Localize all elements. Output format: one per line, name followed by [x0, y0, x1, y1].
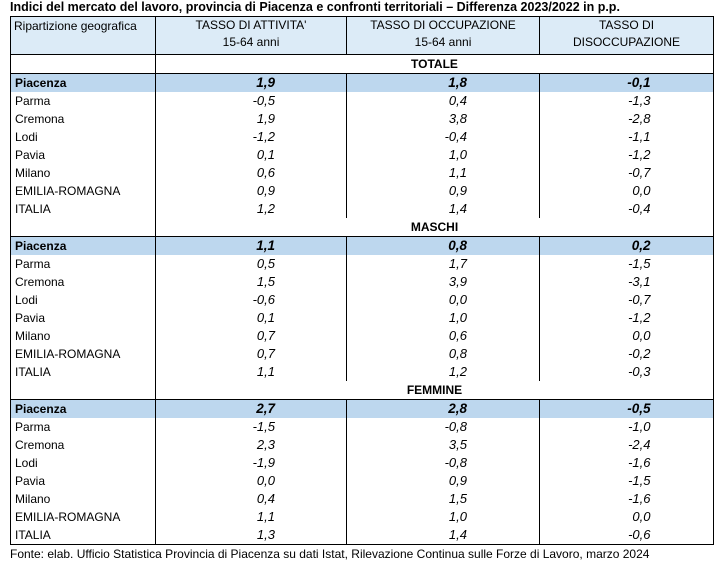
value-cell-occupazione	[347, 255, 540, 273]
value-attivita: 2,3	[256, 437, 275, 452]
value-cell-disoccupazione	[540, 526, 714, 545]
header-occupazione-line2: 15-64 anni	[414, 35, 472, 49]
value-disoccupazione: -0,3	[628, 364, 651, 379]
section-spacer-cell	[11, 55, 156, 74]
value-cell-disoccupazione	[540, 436, 714, 454]
header-attivita-line1: TASSO DI ATTIVITA'	[195, 18, 307, 32]
value-disoccupazione: -3,1	[628, 274, 651, 289]
value-disoccupazione: 0,2	[631, 238, 651, 253]
value-cell-occupazione	[347, 92, 540, 110]
table-row	[11, 291, 714, 309]
table-row	[11, 146, 714, 164]
table-row	[11, 363, 714, 381]
value-disoccupazione: -1,5	[628, 473, 651, 488]
value-cell-occupazione	[347, 508, 540, 526]
value-cell-disoccupazione	[540, 146, 714, 164]
area-name: ITALIA	[11, 200, 156, 218]
value-occupazione: 3,8	[448, 111, 467, 126]
section-header-row	[11, 218, 714, 237]
section-spacer-cell	[11, 381, 156, 400]
value-disoccupazione: -0,7	[628, 292, 651, 307]
value-cell-attivita	[156, 400, 347, 419]
value-occupazione: 0,8	[448, 346, 467, 361]
value-cell-occupazione	[347, 400, 540, 419]
area-name: Milano	[11, 490, 156, 508]
header-occupazione	[347, 17, 540, 55]
value-cell-attivita	[156, 327, 347, 345]
value-cell-attivita	[156, 490, 347, 508]
value-cell-occupazione	[347, 200, 540, 218]
value-cell-disoccupazione	[540, 327, 714, 345]
table-row	[11, 508, 714, 526]
value-cell-disoccupazione	[540, 74, 714, 93]
value-cell-occupazione	[347, 490, 540, 508]
source-note: Fonte: elab. Ufficio Statistica Provincia di Piacenza su dati Istat, Rilevazione Continua sulle Forze di Lavoro, marzo 2024	[10, 547, 650, 561]
area-name: Pavia	[11, 309, 156, 327]
value-disoccupazione: -0,1	[627, 75, 651, 90]
value-attivita: 1,5	[256, 274, 275, 289]
value-disoccupazione: -1,6	[628, 491, 651, 506]
value-cell-disoccupazione	[540, 237, 714, 256]
value-occupazione: -0,8	[444, 455, 467, 470]
value-cell-attivita	[156, 309, 347, 327]
header-disoccupazione-line2: DISOCCUPAZIONE	[572, 35, 681, 49]
area-name: EMILIA-ROMAGNA	[11, 508, 156, 526]
value-cell-occupazione	[347, 363, 540, 381]
value-disoccupazione: -2,8	[628, 111, 651, 126]
value-cell-attivita	[156, 436, 347, 454]
value-cell-occupazione	[347, 146, 540, 164]
value-occupazione: 1,2	[448, 364, 467, 379]
area-name: Milano	[11, 164, 156, 182]
area-name: Cremona	[11, 436, 156, 454]
value-attivita: 1,3	[256, 527, 275, 542]
value-disoccupazione: -1,6	[628, 455, 651, 470]
section-spacer-cell	[11, 218, 156, 237]
value-cell-attivita	[156, 200, 347, 218]
highlight-row	[11, 237, 714, 256]
value-disoccupazione: -0,2	[628, 346, 651, 361]
value-cell-disoccupazione	[540, 164, 714, 182]
value-cell-occupazione	[347, 454, 540, 472]
table-row	[11, 490, 714, 508]
value-disoccupazione: -1,2	[628, 310, 651, 325]
value-occupazione: 1,8	[448, 75, 467, 90]
area-name: Piacenza	[11, 400, 156, 419]
table-row	[11, 418, 714, 436]
value-cell-disoccupazione	[540, 309, 714, 327]
table-row	[11, 345, 714, 363]
value-occupazione: 1,0	[448, 147, 467, 162]
area-name: Lodi	[11, 128, 156, 146]
area-name: Lodi	[11, 291, 156, 309]
value-disoccupazione: 0,0	[632, 328, 651, 343]
value-attivita: 1,1	[256, 364, 275, 379]
value-occupazione: 1,0	[448, 509, 467, 524]
value-attivita: -0,5	[252, 93, 275, 108]
value-cell-attivita	[156, 74, 347, 93]
value-attivita: 0,7	[256, 328, 275, 343]
area-name: Piacenza	[11, 74, 156, 93]
header-attivita-line2: 15-64 anni	[222, 35, 280, 49]
value-occupazione: 0,9	[448, 473, 467, 488]
value-cell-occupazione	[347, 526, 540, 545]
value-cell-disoccupazione	[540, 454, 714, 472]
area-name: Parma	[11, 418, 156, 436]
value-occupazione: 0,6	[448, 328, 467, 343]
labour-market-table	[10, 16, 714, 545]
area-name: Pavia	[11, 146, 156, 164]
area-name: EMILIA-ROMAGNA	[11, 182, 156, 200]
value-disoccupazione: -2,4	[628, 437, 651, 452]
value-occupazione: 3,5	[448, 437, 467, 452]
value-occupazione: 1,5	[448, 491, 467, 506]
section-header-row	[11, 381, 714, 400]
value-cell-occupazione	[347, 128, 540, 146]
table-row	[11, 327, 714, 345]
section-label: TOTALE	[156, 55, 714, 74]
value-cell-attivita	[156, 454, 347, 472]
value-occupazione: 1,1	[448, 165, 467, 180]
value-cell-occupazione	[347, 345, 540, 363]
value-cell-disoccupazione	[540, 363, 714, 381]
value-cell-attivita	[156, 164, 347, 182]
value-cell-occupazione	[347, 291, 540, 309]
value-occupazione: 1,0	[448, 310, 467, 325]
value-cell-disoccupazione	[540, 508, 714, 526]
area-name: Pavia	[11, 472, 156, 490]
area-name: Lodi	[11, 454, 156, 472]
value-disoccupazione: 0,0	[632, 509, 651, 524]
table-row	[11, 200, 714, 218]
value-occupazione: 0,9	[448, 183, 467, 198]
value-attivita: 0,1	[256, 310, 275, 325]
table-row	[11, 526, 714, 545]
table-body	[11, 55, 714, 545]
value-cell-occupazione	[347, 418, 540, 436]
value-attivita: 0,4	[256, 491, 275, 506]
value-cell-occupazione	[347, 182, 540, 200]
value-attivita: -1,9	[252, 455, 275, 470]
value-cell-attivita	[156, 92, 347, 110]
value-cell-attivita	[156, 128, 347, 146]
highlight-row	[11, 74, 714, 93]
value-cell-attivita	[156, 182, 347, 200]
table-row	[11, 309, 714, 327]
table-row	[11, 110, 714, 128]
value-cell-disoccupazione	[540, 472, 714, 490]
table-title: Indici del mercato del lavoro, provincia di Piacenza e confronti territoriali – Differenza 2023/2022 in p.p.	[10, 0, 620, 14]
section-header-row	[11, 55, 714, 74]
value-cell-disoccupazione	[540, 291, 714, 309]
value-occupazione: 0,0	[448, 292, 467, 307]
value-occupazione: -0,4	[444, 129, 467, 144]
area-name: Piacenza	[11, 237, 156, 256]
section-label: MASCHI	[156, 218, 714, 237]
value-attivita: 2,7	[256, 401, 275, 416]
value-attivita: 1,9	[256, 111, 275, 126]
value-cell-attivita	[156, 110, 347, 128]
value-cell-attivita	[156, 508, 347, 526]
value-cell-occupazione	[347, 273, 540, 291]
value-disoccupazione: -0,4	[628, 201, 651, 216]
header-occupazione-line1: TASSO DI OCCUPAZIONE	[370, 18, 516, 32]
value-disoccupazione: -1,1	[628, 129, 651, 144]
area-name: ITALIA	[11, 526, 156, 545]
value-cell-disoccupazione	[540, 490, 714, 508]
value-cell-occupazione	[347, 74, 540, 93]
value-occupazione: 3,9	[448, 274, 467, 289]
area-name: Cremona	[11, 110, 156, 128]
section-label: FEMMINE	[156, 381, 714, 400]
area-name: EMILIA-ROMAGNA	[11, 345, 156, 363]
value-cell-attivita	[156, 291, 347, 309]
value-cell-attivita	[156, 255, 347, 273]
value-cell-attivita	[156, 363, 347, 381]
header-geo: Ripartizione geografica	[11, 17, 156, 55]
value-disoccupazione: -0,6	[628, 527, 651, 542]
table-row	[11, 164, 714, 182]
table-row	[11, 92, 714, 110]
value-cell-disoccupazione	[540, 182, 714, 200]
value-occupazione: 1,7	[448, 256, 467, 271]
value-attivita: 0,5	[256, 256, 275, 271]
header-row	[11, 17, 714, 55]
value-occupazione: 0,8	[448, 238, 467, 253]
value-attivita: -1,5	[252, 419, 275, 434]
value-occupazione: 2,8	[448, 401, 467, 416]
value-cell-disoccupazione	[540, 255, 714, 273]
value-cell-attivita	[156, 526, 347, 545]
value-occupazione: 1,4	[448, 527, 467, 542]
value-disoccupazione: -1,3	[628, 93, 651, 108]
value-occupazione: 1,4	[448, 201, 467, 216]
value-cell-occupazione	[347, 164, 540, 182]
value-cell-disoccupazione	[540, 92, 714, 110]
value-attivita: 0,9	[256, 183, 275, 198]
value-attivita: 0,7	[256, 346, 275, 361]
value-cell-attivita	[156, 237, 347, 256]
area-name: Milano	[11, 327, 156, 345]
table-row	[11, 273, 714, 291]
value-disoccupazione: 0,0	[632, 183, 651, 198]
value-disoccupazione: -0,7	[628, 165, 651, 180]
value-attivita: -0,6	[252, 292, 275, 307]
header-disoccupazione	[540, 17, 714, 55]
value-cell-disoccupazione	[540, 400, 714, 419]
value-cell-occupazione	[347, 110, 540, 128]
value-cell-disoccupazione	[540, 128, 714, 146]
value-attivita: 1,1	[256, 238, 275, 253]
value-cell-occupazione	[347, 237, 540, 256]
area-name: Cremona	[11, 273, 156, 291]
value-cell-disoccupazione	[540, 110, 714, 128]
value-cell-disoccupazione	[540, 418, 714, 436]
value-attivita: 0,1	[256, 147, 275, 162]
value-cell-attivita	[156, 273, 347, 291]
value-disoccupazione: -0,5	[627, 401, 651, 416]
table-row	[11, 182, 714, 200]
value-cell-attivita	[156, 345, 347, 363]
value-cell-occupazione	[347, 309, 540, 327]
header-attivita	[156, 17, 347, 55]
value-disoccupazione: -1,5	[628, 256, 651, 271]
area-name: Parma	[11, 255, 156, 273]
value-cell-attivita	[156, 472, 347, 490]
value-attivita: 1,2	[256, 201, 275, 216]
value-cell-disoccupazione	[540, 345, 714, 363]
table-row	[11, 436, 714, 454]
value-occupazione: 0,4	[448, 93, 467, 108]
table-row	[11, 472, 714, 490]
value-cell-disoccupazione	[540, 200, 714, 218]
area-name: Parma	[11, 92, 156, 110]
table-row	[11, 128, 714, 146]
value-attivita: 1,9	[256, 75, 275, 90]
value-cell-occupazione	[347, 327, 540, 345]
value-attivita: 0,6	[256, 165, 275, 180]
value-disoccupazione: -1,2	[628, 147, 651, 162]
value-attivita: -1,2	[252, 129, 275, 144]
value-cell-attivita	[156, 146, 347, 164]
area-name: ITALIA	[11, 363, 156, 381]
value-attivita: 1,1	[256, 509, 275, 524]
highlight-row	[11, 400, 714, 419]
value-cell-occupazione	[347, 472, 540, 490]
value-attivita: 0,0	[256, 473, 275, 488]
value-occupazione: -0,8	[444, 419, 467, 434]
value-cell-disoccupazione	[540, 273, 714, 291]
table-row	[11, 454, 714, 472]
table-row	[11, 255, 714, 273]
value-disoccupazione: -1,0	[628, 419, 651, 434]
value-cell-attivita	[156, 418, 347, 436]
value-cell-occupazione	[347, 436, 540, 454]
header-disoccupazione-line1: TASSO DI	[598, 18, 655, 32]
